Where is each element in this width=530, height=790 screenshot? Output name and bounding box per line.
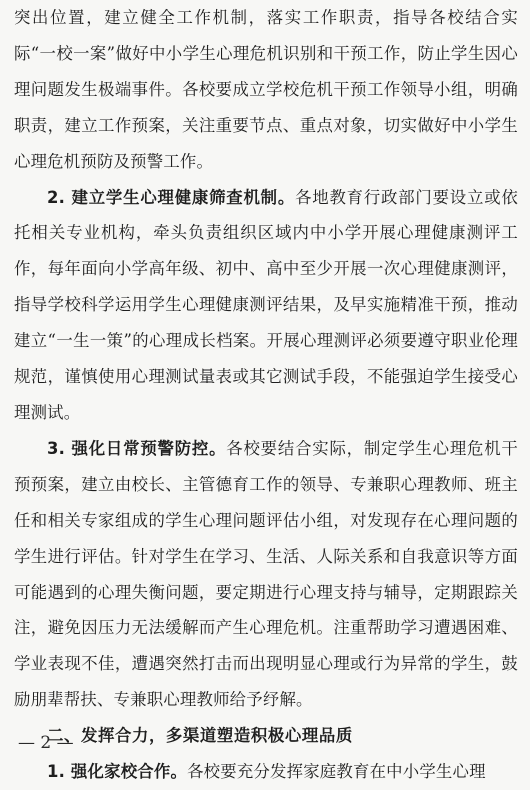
paragraph-daily-warning [14,431,518,718]
document-page [14,0,518,790]
paragraph-2-text: 各地教育行政部门要设立或依托相关专业机构，牵头负责组织区域内中小学开展心理健康测评工作，每年面向小学高年级、初中、高中至少开展一次心理健康测评，指导学校科学运用学生心理健康测评结果，及早实施精准干预，推动建立“一生一策”的心理成长档案。开展心理测评必须要遵守职业伦理规范，谨慎使用心理测试量表或其它测试手段，不能强迫学生接受心理测试。 [14,187,518,422]
paragraph-4-text: 各校要充分发挥家庭教育在中小学生心理 [187,762,486,782]
paragraph-3-text: 各校要结合实际，制定学生心理危机干预预案，建立由校长、主管德育工作的领导、专兼职心理教师、班主任和相关专家组成的学生心理问题评估小组，对发现存在心理问题的学生进行评估。针对学生在学习、生活、人际关系和自我意识等方面可能遇到的心理失衡问题，要定期进行心理支持与辅导，定期跟踪关注，避免因压力无法缓解而产生心理危机。注重帮助学习遭遇困难、学业表现不佳，遭遇突然打击而出现明显心理或行为异常的学生，鼓励朋辈帮扶、专兼职心理教师给予纾解。 [14,438,518,710]
paragraph-1-text: 突出位置，建立健全工作机制，落实工作职责，指导各校结合实际“一校一案”做好中小学生心理危机识别和干预工作，防止学生因心理问题发生极端事件。各校要成立学校危机干预工作领导小组，明确职责，建立工作预案，关注重要节点、重点对象，切实做好中小学生心理危机预防及预警工作。 [14,8,518,171]
page-number: — 2 — [18,733,74,753]
paragraph-screening-mechanism [14,180,518,431]
paragraph-4-lead: 1. 强化家校合作。 [47,762,188,782]
paragraph-3-lead: 3. 强化日常预警防控。 [47,438,227,458]
paragraph-2-lead: 2. 建立学生心理健康筛查机制。 [47,187,296,207]
section-heading: 二、发挥合力，多渠道塑造积极心理品质 [47,726,353,746]
paragraph-continued [14,0,518,180]
